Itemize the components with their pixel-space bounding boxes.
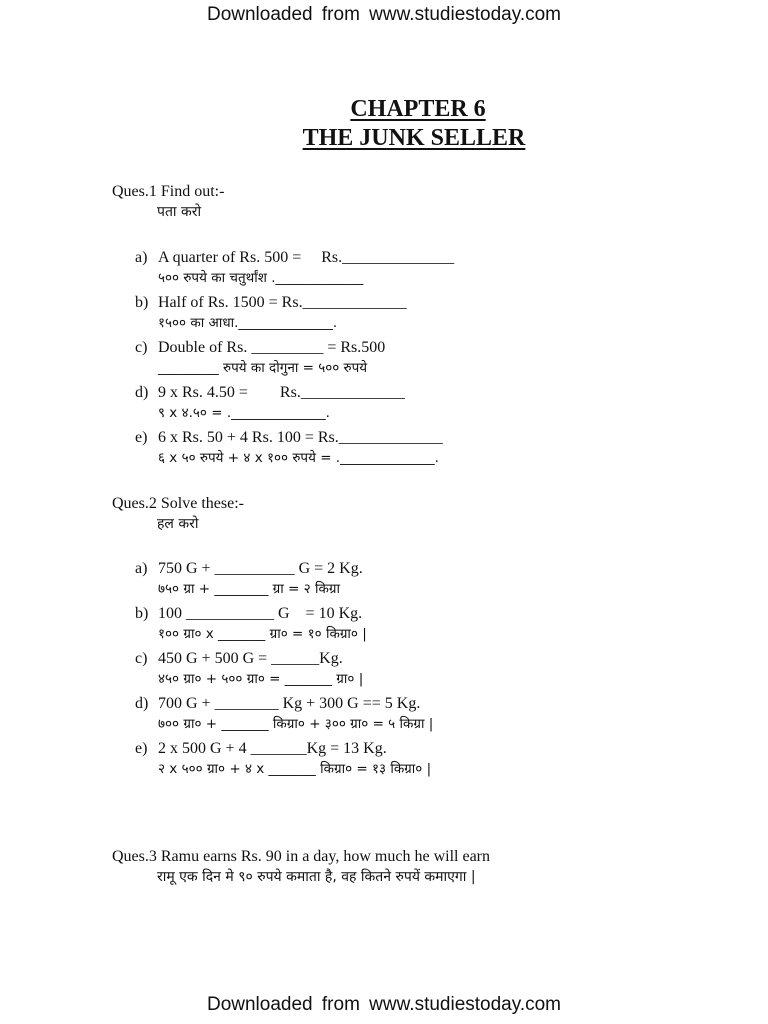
question-1-hindi: पता करो [157,204,202,220]
footer-banner: Downloaded from www.studiestoday.com [206,994,562,1015]
item-english: Double of Rs. _________ = Rs.500 [158,339,386,356]
item-marker: a) [135,560,148,577]
question-1-heading [112,182,224,222]
item-english: Half of Rs. 1500 = Rs._____________ [158,294,407,311]
question-2-label: Ques.2 Solve these:- [112,495,244,512]
item-english: 700 G + ________ Kg + 300 G == 5 Kg. [158,695,421,712]
item-hindi: ४५० ग्रा० + ५०० ग्रा० = _______ ग्रा० | [158,671,364,687]
question-1-label: Ques.1 Find out:- [112,183,225,200]
item-english: A quarter of Rs. 500 = Rs.______________ [158,249,455,266]
item-hindi: ५०० रुपये का चतुर्थांश ._____________ [158,270,364,286]
item-hindi: १०० ग्रा० x _______ ग्रा० = १० किग्रा० | [158,626,367,642]
item-english: 2 x 500 G + 4 _______Kg = 13 Kg. [158,740,387,757]
item-marker: c) [135,650,148,667]
item-marker: e) [135,429,148,446]
item-marker: b) [135,605,149,622]
item-hindi: १५०० का आधा.______________. [158,315,338,331]
item-english: 100 ___________ G = 10 Kg. [158,605,363,622]
question-3-hindi: रामू एक दिन मे ९० रुपये कमाता है, वह कितने रुपयें कमाएगा | [157,869,476,885]
item-hindi: ६ x ५० रुपये + ४ x १०० रुपये = .______________. [158,450,439,466]
item-marker: d) [135,695,149,712]
question-3-label: Ques.3 Ramu earns Rs. 90 in a day, how much he will earn [112,848,490,865]
item-hindi: ७०० ग्रा० + _______ किग्रा० + ३०० ग्रा० = ५ किग्रा | [158,716,434,732]
item-marker: d) [135,384,149,401]
item-hindi: २ x ५०० ग्रा० + ४ x _______ किग्रा० = १३ किग्रा० | [158,761,432,777]
question-2-hindi: हल करो [157,516,199,532]
item-marker: b) [135,294,149,311]
question-2-heading [112,494,244,534]
item-english: 750 G + __________ G = 2 Kg. [158,560,363,577]
header-banner: Downloaded from www.studiestoday.com [206,4,562,25]
item-marker: e) [135,740,148,757]
item-hindi: _________ रुपये का दोगुना = ५०० रुपये [158,360,368,376]
question-3 [112,847,490,887]
item-english: 450 G + 500 G = ______Kg. [158,650,343,667]
item-hindi: ७५० ग्रा + ________ ग्रा = २ किग्रा [158,581,340,597]
chapter-title: THE JUNK SELLER [302,125,526,151]
item-marker: a) [135,249,148,266]
item-english: 9 x Rs. 4.50 = Rs._____________ [158,384,405,401]
item-marker: c) [135,339,148,356]
chapter-number: CHAPTER 6 [350,96,486,122]
item-english: 6 x Rs. 50 + 4 Rs. 100 = Rs._____________ [158,429,443,446]
item-hindi: ९ x ४.५० = .______________. [158,405,330,421]
